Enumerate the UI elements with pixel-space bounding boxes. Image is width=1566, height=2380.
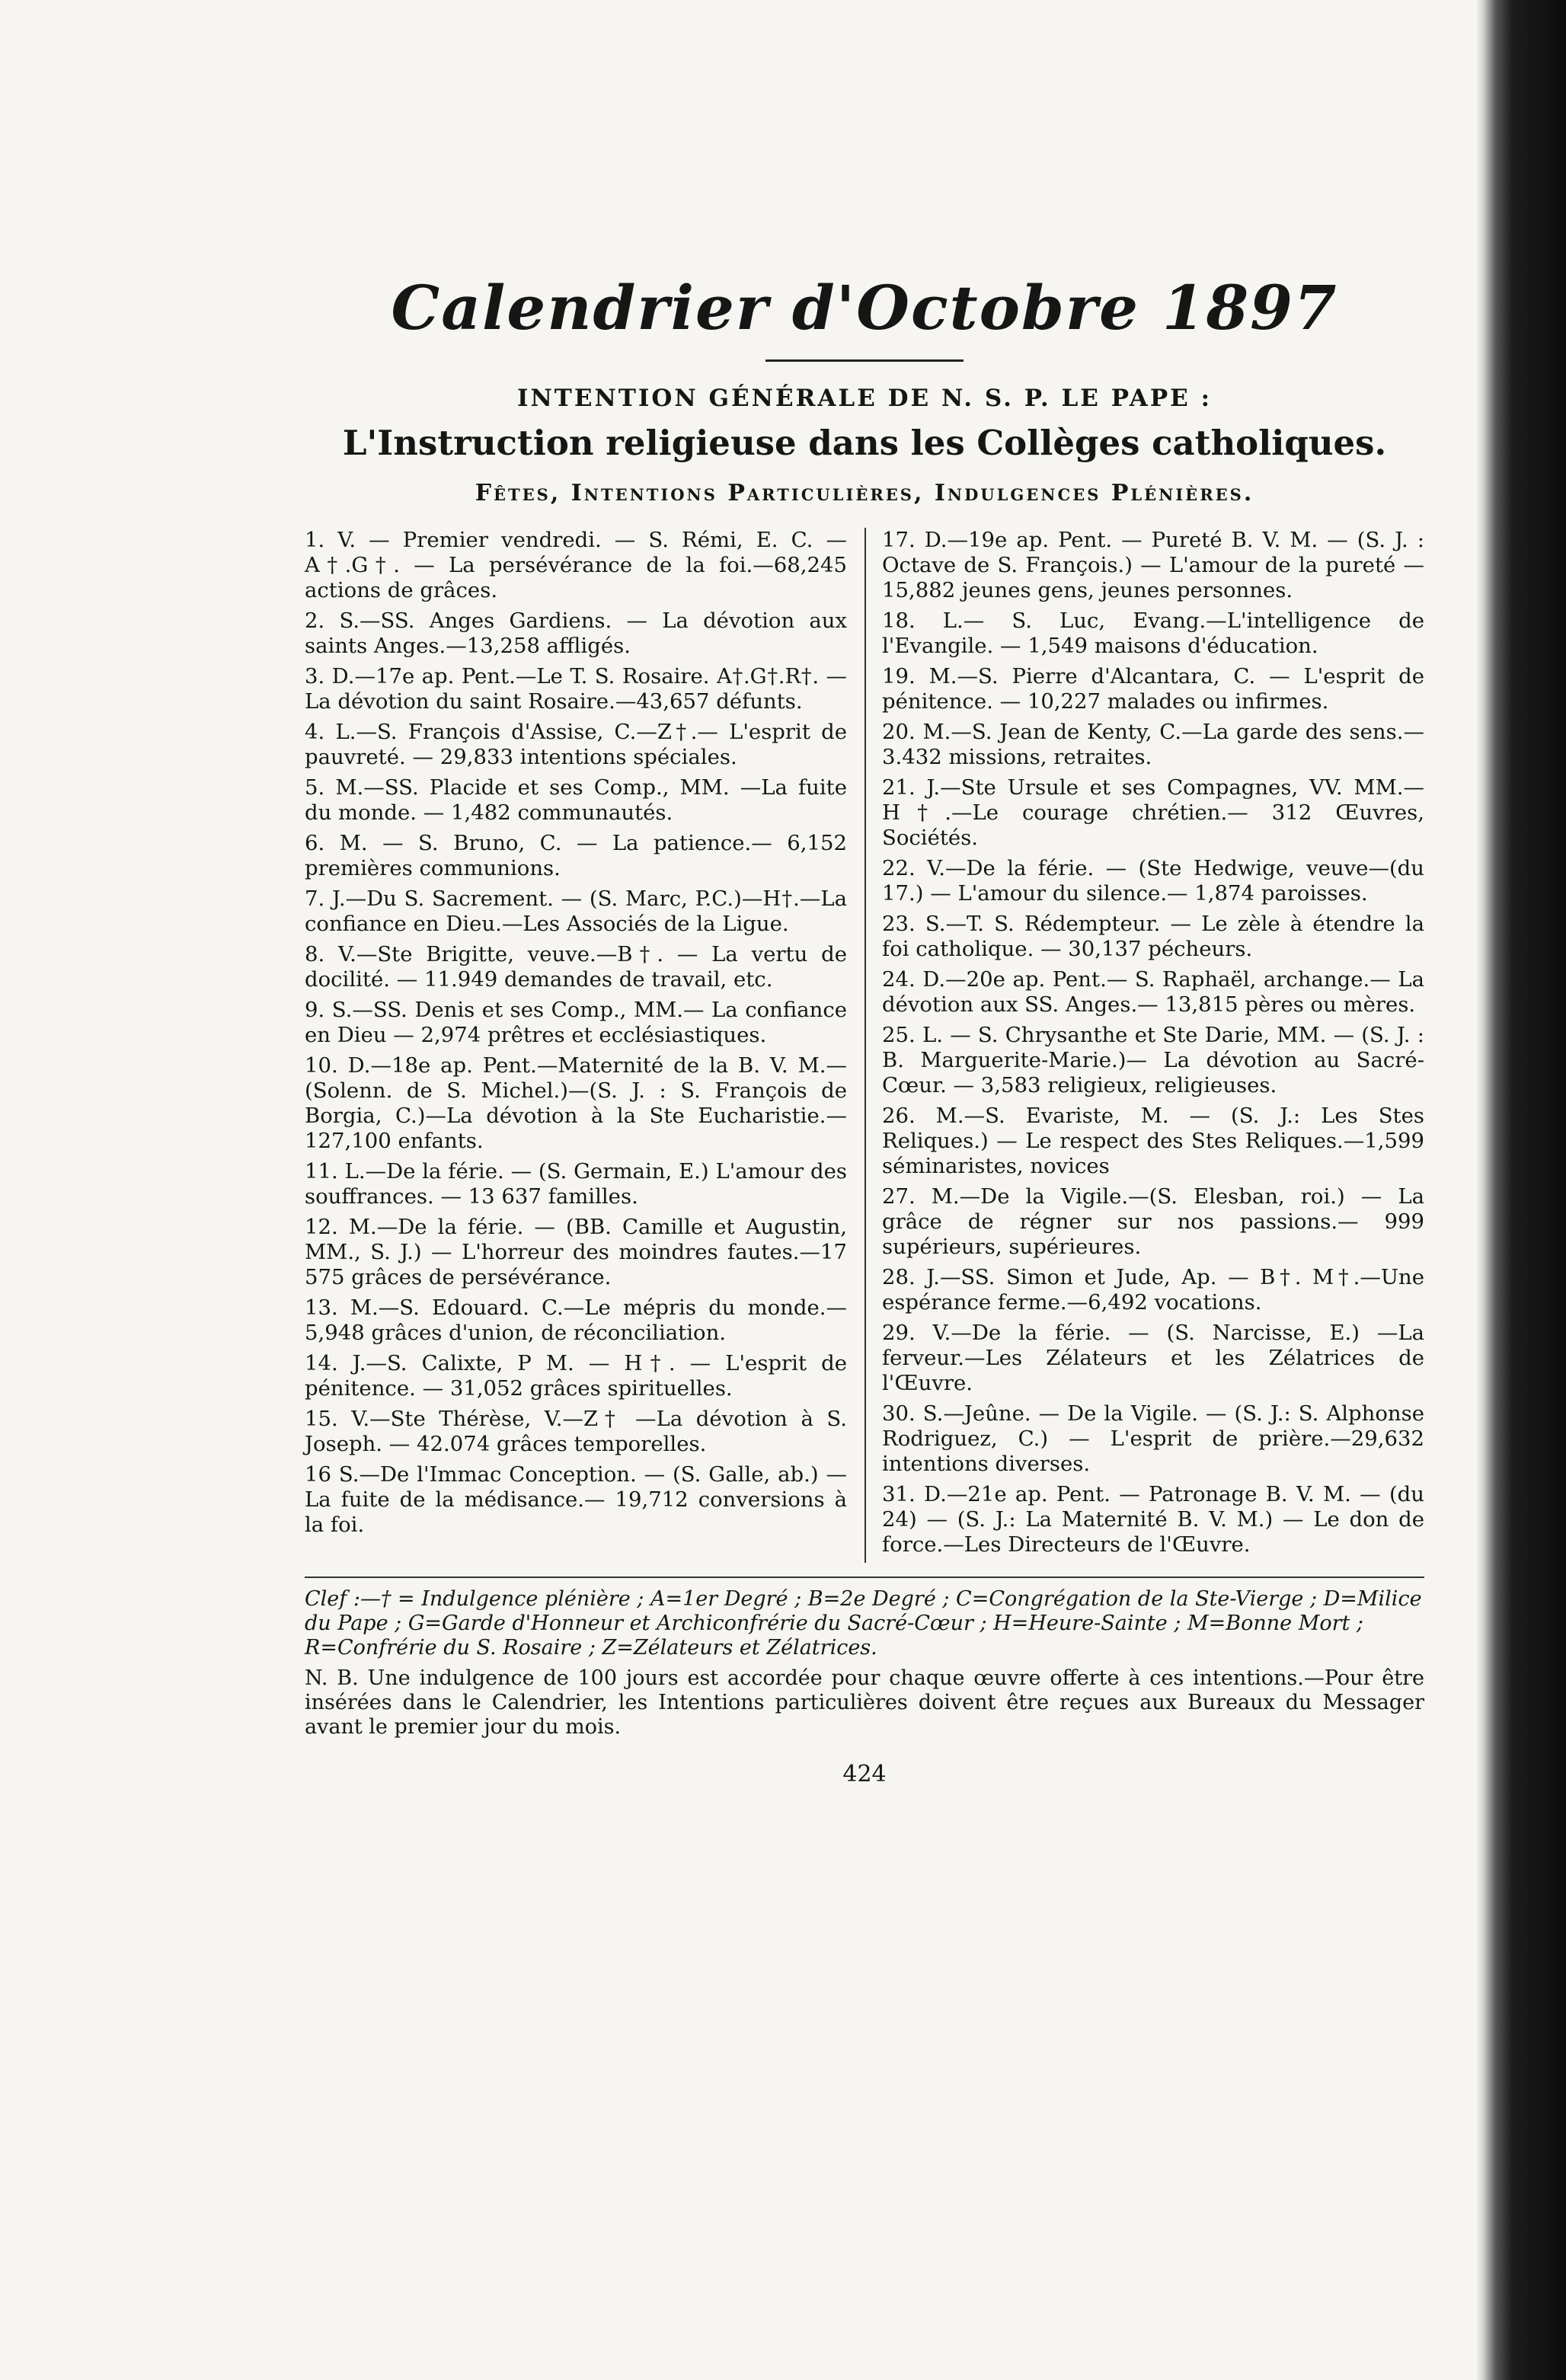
day-entry: 5. M.—SS. Placide et ses Comp., MM. —La fuite du monde. — 1,482 communautés. [305,775,847,825]
day-entry: 24. D.—20e ap. Pent.— S. Raphaël, archange.— La dévotion aux SS. Anges.— 13,815 pères ou mères. [882,967,1424,1017]
day-entry: 14. J.—S. Calixte, P M. — H†. — L'esprit de pénitence. — 31,052 grâces spirituelles. [305,1351,847,1401]
day-entry: 4. L.—S. François d'Assise, C.—Z†.— L'esprit de pauvreté. — 29,833 intentions spéciales. [305,720,847,769]
calendar-page [305,274,1424,1787]
day-entry: 11. L.—De la férie. — (S. Germain, E.) L'amour des souffrances. — 13 637 familles. [305,1159,847,1209]
day-entry: 28. J.—SS. Simon et Jude, Ap. — B†. M†.—Une espérance ferme.—6,492 vocations. [882,1265,1424,1315]
day-entry: 12. M.—De la férie. — (BB. Camille et Augustin, MM., S. J.) — L'horreur des moindres fautes.—17 575 grâces de persévérance. [305,1215,847,1289]
day-entry: 10. D.—18e ap. Pent.—Maternité de la B. V. M.—(Solenn. de S. Michel.)—(S. J. : S. François de Borgia, C.)—La dévotion à la Ste Eucharistie.—127,100 enfants. [305,1053,847,1153]
day-entry: 29. V.—De la férie. — (S. Narcisse, E.) —La ferveur.—Les Zélateurs et les Zélatrices de l'Œuvre. [882,1321,1424,1395]
day-entry: 17. D.—19e ap. Pent. — Pureté B. V. M. — (S. J. : Octave de S. François.) — L'amour de la pureté — 15,882 jeunes gens, jeunes personnes. [882,528,1424,602]
intention-label: INTENTION GÉNÉRALE DE N. S. P. LE PAPE : [516,385,1213,412]
page-number: 424 [842,1761,887,1787]
day-entry: 21. J.—Ste Ursule et ses Compagnes, VV. MM.—H†.—Le courage chrétien.— 312 Œuvres, Sociétés. [882,775,1424,850]
day-entry: 26. M.—S. Evariste, M. — (S. J.: Les Stes Reliques.) — Le respect des Stes Reliques.—1,599 séminaristes, novices [882,1104,1424,1178]
day-entry: 2. S.—SS. Anges Gardiens. — La dévotion aux saints Anges.—13,258 affligés. [305,609,847,658]
footer-rule [305,1577,1424,1578]
scan-edge [1476,0,1566,2380]
day-entry: 25. L. — S. Chrysanthe et Ste Darie, MM. — (S. J. : B. Marguerite-Marie.)— La dévotion au Sacré-Cœur. — 3,583 religieux, religieuses. [882,1023,1424,1097]
nota-bene: N. B. Une indulgence de 100 jours est accordée pour chaque œuvre offerte à ces intentions.—Pour être insérées dans le Calendrier, les Intentions particulières doivent être reçues aux Bureaux du Messager avant le premier jour du mois. [305,1666,1424,1739]
page-title: Calendrier d'Octobre 1897 [391,272,1338,343]
legend-key: Clef :—† = Indulgence plénière ; A=1er Degré ; B=2e Degré ; C=Congrégation de la Ste-Vierge ; D=Milice du Pape ; G=Garde d'Honneur et Archiconfrérie du Sacré-Cœur ; H=Heure-Sainte ; M=Bonne Mort ; R=Confrérie du S. Rosaire ; Z=Zélateurs et Zélatrices. [305,1587,1422,1660]
day-entry: 13. M.—S. Edouard. C.—Le mépris du monde.—5,948 grâces d'union, de réconciliation. [305,1295,847,1345]
day-entry: 7. J.—Du S. Sacrement. — (S. Marc, P.C.)—H†.—La confiance en Dieu.—Les Associés de la Ligue. [305,887,847,936]
day-entry: 27. M.—De la Vigile.—(S. Elesban, roi.) — La grâce de régner sur nos passions.— 999 supérieurs, supérieures. [882,1184,1424,1259]
intention-text: L'Instruction religieuse dans les Collèges catholiques. [342,423,1387,463]
day-entry: 23. S.—T. S. Rédempteur. — Le zèle à étendre la foi catholique. — 30,137 pécheurs. [882,912,1424,961]
right-column [882,528,1424,1563]
title-rule [765,359,964,362]
day-entry: 18. L.— S. Luc, Evang.—L'intelligence de l'Evangile. — 1,549 maisons d'éducation. [882,609,1424,658]
day-entry: 16 S.—De l'Immac Conception. — (S. Galle, ab.) — La fuite de la médisance.— 19,712 conversions à la foi. [305,1462,847,1537]
day-entry: 22. V.—De la férie. — (Ste Hedwige, veuve—(du 17.) — L'amour du silence.— 1,874 paroisses. [882,856,1424,906]
day-entry: 8. V.—Ste Brigitte, veuve.—B†. — La vertu de docilité. — 11.949 demandes de travail, etc. [305,942,847,992]
day-entry: 1. V. — Premier vendredi. — S. Rémi, E. C. — A†.G†. — La persévérance de la foi.—68,245 actions de grâces. [305,528,847,602]
day-entry: 15. V.—Ste Thérèse, V.—Z† —La dévotion à S. Joseph. — 42.074 grâces temporelles. [305,1407,847,1456]
day-entry: 6. M. — S. Bruno, C. — La patience.— 6,152 premières communions. [305,831,847,880]
column-divider [864,528,866,1563]
day-entry: 3. D.—17e ap. Pent.—Le T. S. Rosaire. A†.G†.R†. — La dévotion du saint Rosaire.—43,657 défunts. [305,664,847,714]
day-entry: 20. M.—S. Jean de Kenty, C.—La garde des sens.—3.432 missions, retraites. [882,720,1424,769]
day-entry: 9. S.—SS. Denis et ses Comp., MM.— La confiance en Dieu — 2,974 prêtres et ecclésiastiques. [305,998,847,1047]
day-entry: 31. D.—21e ap. Pent. — Patronage B. V. M. — (du 24) — (S. J.: La Maternité B. V. M.) — Le don de force.—Les Directeurs de l'Œuvre. [882,1482,1424,1557]
subheading: Fêtes, Intentions Particulières, Indulgences Plénières. [475,480,1254,506]
day-entry: 30. S.—Jeûne. — De la Vigile. — (S. J.: S. Alphonse Rodriguez, C.) — L'esprit de prière.—29,632 intentions diverses. [882,1401,1424,1476]
calendar-columns [305,528,1424,1563]
day-entry: 19. M.—S. Pierre d'Alcantara, C. — L'esprit de pénitence. — 10,227 malades ou infirmes. [882,664,1424,714]
left-column [305,528,847,1563]
